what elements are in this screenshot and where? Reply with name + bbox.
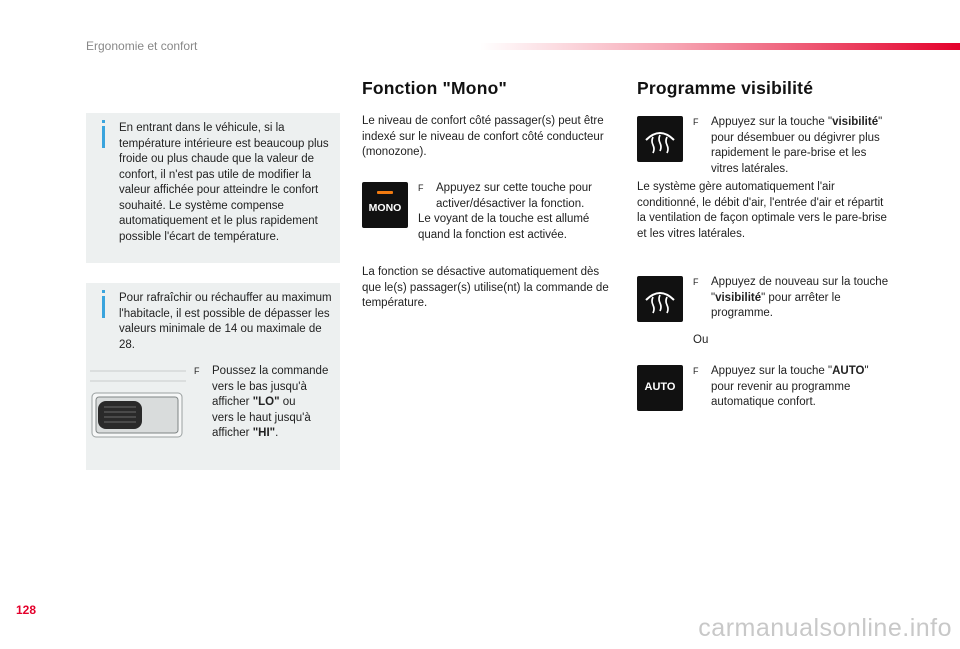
visibility-bullet-2: F Appuyez de nouveau sur la touche "visibilité" pour arrêter le programme.: [693, 276, 889, 319]
bullet-push-control: F Poussez la commande vers le bas jusqu'à afficher "LO" ou vers le haut jusqu'à afficher "HI".: [194, 365, 329, 439]
visibility-bullet-1: F Appuyez sur la touche "visibilité" pour désembuer ou dégivrer plus rapidement le pare-brise et les vitres latérales.: [693, 116, 883, 175]
mono-indicator-led: [377, 191, 393, 194]
windscreen-defrost-icon: [644, 282, 676, 316]
mono-intro: Le niveau de confort côté passager(s) peut être indexé sur le niveau de confort côté conducteur (monozone).: [362, 115, 604, 158]
or-label: Ou: [693, 334, 709, 346]
mono-led-note: Le voyant de la touche est allumé quand la fonction est activée.: [418, 213, 590, 241]
mono-button: [362, 182, 408, 228]
auto-button: [637, 365, 683, 411]
info-text: En entrant dans le véhicule, si la température intérieure est beaucoup plus froide ou plus chaude que la valeur de confort, il n'est pas utile de modifier la valeur affichée pour atteindre le confort souhaité. Le système compense automatiquement et le plus rapidement possible l'écart de température.: [119, 122, 329, 243]
mono-off-text: La fonction se désactive automatiquement dès que le(s) passager(s) utilise(nt) la commande de température.: [362, 266, 609, 309]
bullet-mark: F: [693, 117, 699, 127]
info-icon: [102, 296, 105, 318]
temperature-control-illustration: [90, 367, 188, 447]
bullet-mark: F: [693, 277, 699, 287]
mono-button-label: MONO: [368, 202, 402, 214]
info-text: Pour rafraîchir ou réchauffer au maximum l'habitacle, il est possible de dépasser les valeurs minimale de 14 ou maximale de 28.: [119, 292, 332, 351]
bullet-mark: F: [194, 366, 200, 376]
header-accent-bar: [480, 43, 960, 50]
visibility-button-repeat: [637, 276, 683, 322]
page-number: 128: [16, 603, 37, 617]
visibility-button: [637, 116, 683, 162]
info-box-min-max: [86, 283, 340, 470]
info-box-temperature: [86, 113, 340, 263]
watermark: carmanualsonline.info: [698, 614, 952, 642]
bullet-mark: F: [418, 183, 424, 193]
lo-label: "LO": [252, 396, 280, 408]
visibility-system-text: Le système gère automatiquement l'air conditionné, le débit d'air, l'entrée d'air et répartit la ventilation de façon optimale vers le pare-brise et les vitres latérales.: [637, 181, 887, 240]
windscreen-defrost-icon: [644, 122, 676, 156]
bullet-mark: F: [693, 366, 699, 376]
mono-title: Fonction "Mono": [362, 78, 507, 98]
auto-bullet: F Appuyez sur la touche "AUTO" pour revenir au programme automatique confort.: [693, 365, 869, 408]
auto-button-label: AUTO: [644, 381, 676, 393]
mono-bullet: F Appuyez sur cette touche pour activer/désactiver la fonction.: [418, 182, 592, 210]
info-icon: [102, 126, 105, 148]
visibility-title: Programme visibilité: [637, 78, 814, 98]
hi-label: "HI": [252, 427, 276, 439]
section-header: Ergonomie et confort: [86, 39, 198, 53]
